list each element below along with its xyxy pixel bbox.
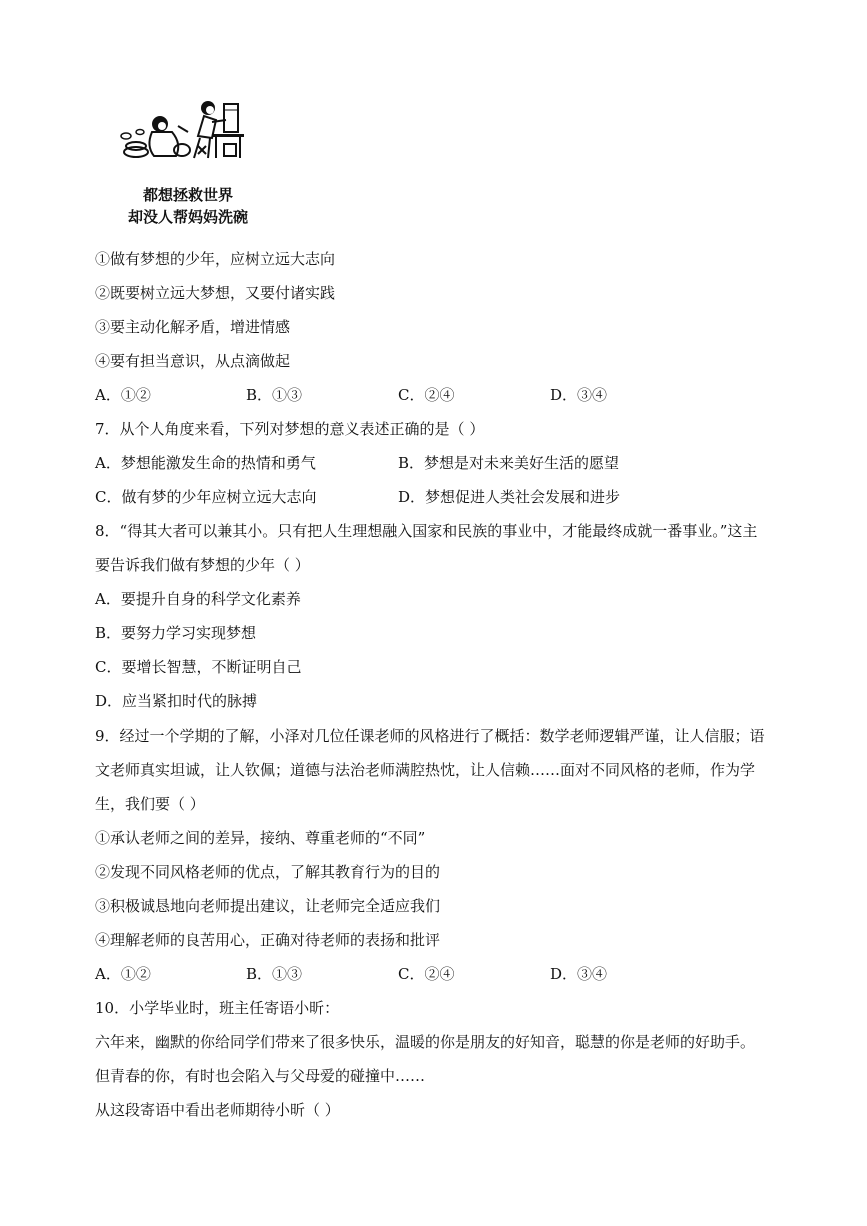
q7-stem: 7．从个人角度来看，下列对梦想的意义表述正确的是（ ） [95,420,485,438]
q8-stem-line: 要告诉我们做有梦想的少年（ ） [95,556,310,574]
q8-option-a[interactable]: A．要提升自身的科学文化素养 [95,590,301,608]
q8-option-b[interactable]: B．要努力学习实现梦想 [95,624,257,642]
q6-statement-1: ①做有梦想的少年，应树立远大志向 [95,250,336,268]
q6-option-c[interactable]: C．②④ [398,386,455,404]
q6-statement-3: ③要主动化解矛盾，增进情感 [95,318,291,336]
q8-option-c[interactable]: C．要增长智慧，不断证明自己 [95,658,302,676]
q6-statement-2: ②既要树立远大梦想，又要付诸实践 [95,284,336,302]
q9-stem-line: 9．经过一个学期的了解，小泽对几位任课老师的风格进行了概括：数学老师逻辑严谨，让人信服；语 [95,727,765,745]
q9-option-b[interactable]: B．①③ [246,965,303,983]
caption-line: 都想拯救世界 [142,186,233,204]
q9-option-c[interactable]: C．②④ [398,965,455,983]
q9-stem-line: 生，我们要（ ） [95,795,205,813]
q9-statement-1: ①承认老师之间的差异，接纳、尊重老师的“不同” [95,829,426,847]
q10-stem: 10．小学毕业时，班主任寄语小昕： [95,999,340,1017]
q10-question: 从这段寄语中看出老师期待小昕（ ） [95,1101,340,1119]
q9-option-a[interactable]: A．①② [95,965,151,983]
cartoon-illustration [112,96,252,166]
cartoon-caption [118,184,258,228]
q10-paragraph-line: 六年来，幽默的你给同学们带来了很多快乐，温暖的你是朋友的好知音，聪慧的你是老师的好助手。 [95,1033,756,1051]
q7-option-c[interactable]: C．做有梦的少年应树立远大志向 [95,488,317,506]
q7-option-a[interactable]: A．梦想能激发生命的热情和勇气 [95,454,316,472]
q8-option-d[interactable]: D．应当紧扣时代的脉搏 [95,692,258,710]
q6-statement-4: ④要有担当意识，从点滴做起 [95,352,291,370]
q9-stem-line: 文老师真实坦诚，让人钦佩；道德与法治老师满腔热忱，让人信赖……面对不同风格的老师，作为学 [95,761,756,779]
q7-option-d[interactable]: D．梦想促进人类社会发展和进步 [398,488,621,506]
q7-option-b[interactable]: B．梦想是对未来美好生活的愿望 [398,454,620,472]
caption-line: 却没人帮妈妈洗碗 [127,208,248,226]
q8-stem-line: 8．“得其大者可以兼其小。只有把人生理想融入国家和民族的事业中，才能最终成就一番事业。”这主 [95,522,758,540]
q9-statement-3: ③积极诚恳地向老师提出建议，让老师完全适应我们 [95,897,441,915]
q6-option-d[interactable]: D．③④ [550,386,608,404]
q6-option-b[interactable]: B．①③ [246,386,303,404]
q10-paragraph-line: 但青春的你，有时也会陷入与父母爱的碰撞中…… [95,1067,426,1085]
q9-option-d[interactable]: D．③④ [550,965,608,983]
q9-statement-2: ②发现不同风格老师的优点，了解其教育行为的目的 [95,863,441,881]
q6-option-a[interactable]: A．①② [95,386,151,404]
q9-statement-4: ④理解老师的良苦用心，正确对待老师的表扬和批评 [95,931,441,949]
